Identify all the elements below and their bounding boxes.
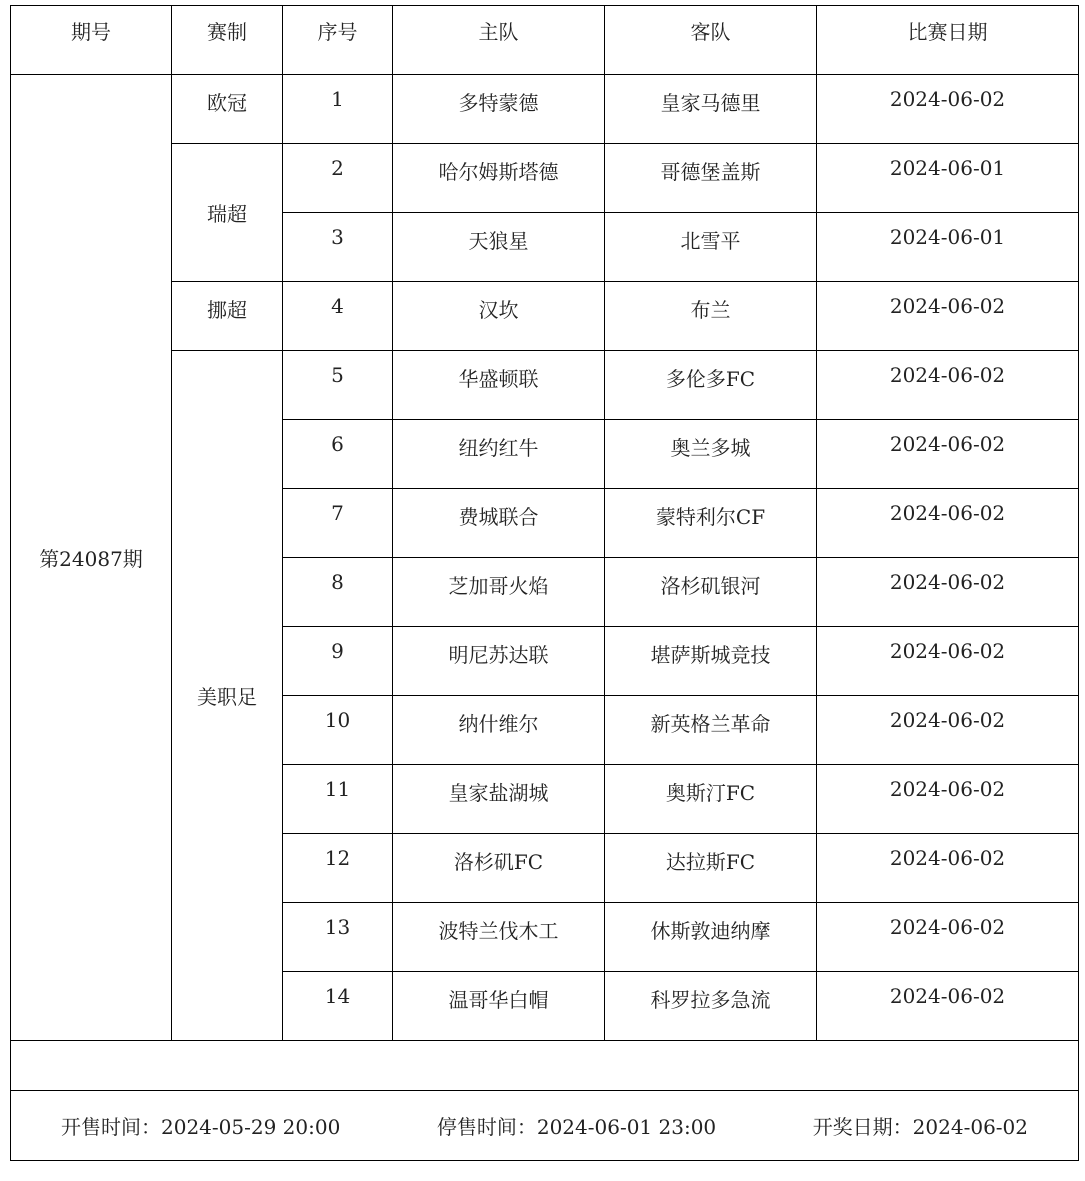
match-date-cell: 2024-06-01 xyxy=(817,213,1079,282)
seq-cell: 14 xyxy=(283,972,393,1041)
away-team-cell: 新英格兰革命 xyxy=(605,696,817,765)
seq-cell: 12 xyxy=(283,834,393,903)
seq-cell: 10 xyxy=(283,696,393,765)
footer-row xyxy=(11,1091,1079,1161)
competition-cell: 美职足 xyxy=(172,351,283,1041)
seq-cell: 7 xyxy=(283,489,393,558)
seq-cell: 9 xyxy=(283,627,393,696)
seq-cell: 13 xyxy=(283,903,393,972)
match-date-cell: 2024-06-02 xyxy=(817,903,1079,972)
seq-cell: 8 xyxy=(283,558,393,627)
home-team-cell: 哈尔姆斯塔德 xyxy=(393,144,605,213)
home-team-cell: 波特兰伐木工 xyxy=(393,903,605,972)
away-team-cell: 奥兰多城 xyxy=(605,420,817,489)
home-team-cell: 多特蒙德 xyxy=(393,75,605,144)
match-date-cell: 2024-06-02 xyxy=(817,765,1079,834)
header-away: 客队 xyxy=(605,6,817,75)
away-team-cell: 堪萨斯城竞技 xyxy=(605,627,817,696)
competition-cell: 瑞超 xyxy=(172,144,283,282)
header-home: 主队 xyxy=(393,6,605,75)
away-team-cell: 哥德堡盖斯 xyxy=(605,144,817,213)
seq-cell: 1 xyxy=(283,75,393,144)
blank-row xyxy=(11,1041,1079,1091)
match-date-cell: 2024-06-02 xyxy=(817,420,1079,489)
match-date-cell: 2024-06-02 xyxy=(817,972,1079,1041)
footer-cell xyxy=(11,1091,1079,1161)
issue-cell: 第24087期 xyxy=(11,75,172,1041)
match-date-cell: 2024-06-02 xyxy=(817,627,1079,696)
match-date-cell: 2024-06-02 xyxy=(817,282,1079,351)
away-team-cell: 休斯敦迪纳摩 xyxy=(605,903,817,972)
away-team-cell: 皇家马德里 xyxy=(605,75,817,144)
away-team-cell: 蒙特利尔CF xyxy=(605,489,817,558)
home-team-cell: 纽约红牛 xyxy=(393,420,605,489)
sale-stop-time: 停售时间：2024-06-01 23:00 xyxy=(436,1115,717,1139)
seq-cell: 4 xyxy=(283,282,393,351)
table-row xyxy=(11,144,1079,213)
competition-cell: 挪超 xyxy=(172,282,283,351)
away-team-cell: 达拉斯FC xyxy=(605,834,817,903)
sale-info-line xyxy=(11,1111,1078,1140)
home-team-cell: 洛杉矶FC xyxy=(393,834,605,903)
header-date: 比赛日期 xyxy=(817,6,1079,75)
blank-cell xyxy=(11,1041,1079,1091)
home-team-cell: 汉坎 xyxy=(393,282,605,351)
away-team-cell: 北雪平 xyxy=(605,213,817,282)
away-team-cell: 奥斯汀FC xyxy=(605,765,817,834)
seq-cell: 2 xyxy=(283,144,393,213)
away-team-cell: 布兰 xyxy=(605,282,817,351)
header-issue: 期号 xyxy=(11,6,172,75)
home-team-cell: 费城联合 xyxy=(393,489,605,558)
away-team-cell: 洛杉矶银河 xyxy=(605,558,817,627)
table-row xyxy=(11,282,1079,351)
table-row xyxy=(11,75,1079,144)
match-date-cell: 2024-06-02 xyxy=(817,75,1079,144)
match-date-cell: 2024-06-02 xyxy=(817,558,1079,627)
home-team-cell: 明尼苏达联 xyxy=(393,627,605,696)
header-seq: 序号 xyxy=(283,6,393,75)
competition-cell: 欧冠 xyxy=(172,75,283,144)
match-date-cell: 2024-06-02 xyxy=(817,489,1079,558)
match-date-cell: 2024-06-02 xyxy=(817,834,1079,903)
header-competition: 赛制 xyxy=(172,6,283,75)
seq-cell: 11 xyxy=(283,765,393,834)
seq-cell: 3 xyxy=(283,213,393,282)
home-team-cell: 芝加哥火焰 xyxy=(393,558,605,627)
match-date-cell: 2024-06-02 xyxy=(817,351,1079,420)
match-date-cell: 2024-06-02 xyxy=(817,696,1079,765)
home-team-cell: 温哥华白帽 xyxy=(393,972,605,1041)
table-row xyxy=(11,351,1079,420)
home-team-cell: 天狼星 xyxy=(393,213,605,282)
away-team-cell: 科罗拉多急流 xyxy=(605,972,817,1041)
home-team-cell: 华盛顿联 xyxy=(393,351,605,420)
seq-cell: 5 xyxy=(283,351,393,420)
match-date-cell: 2024-06-01 xyxy=(817,144,1079,213)
sale-start-time: 开售时间：2024-05-29 20:00 xyxy=(61,1115,341,1139)
match-schedule-table xyxy=(10,5,1079,1161)
header-row xyxy=(11,6,1079,75)
home-team-cell: 纳什维尔 xyxy=(393,696,605,765)
away-team-cell: 多伦多FC xyxy=(605,351,817,420)
seq-cell: 6 xyxy=(283,420,393,489)
home-team-cell: 皇家盐湖城 xyxy=(393,765,605,834)
draw-date: 开奖日期：2024-06-02 xyxy=(812,1115,1028,1139)
